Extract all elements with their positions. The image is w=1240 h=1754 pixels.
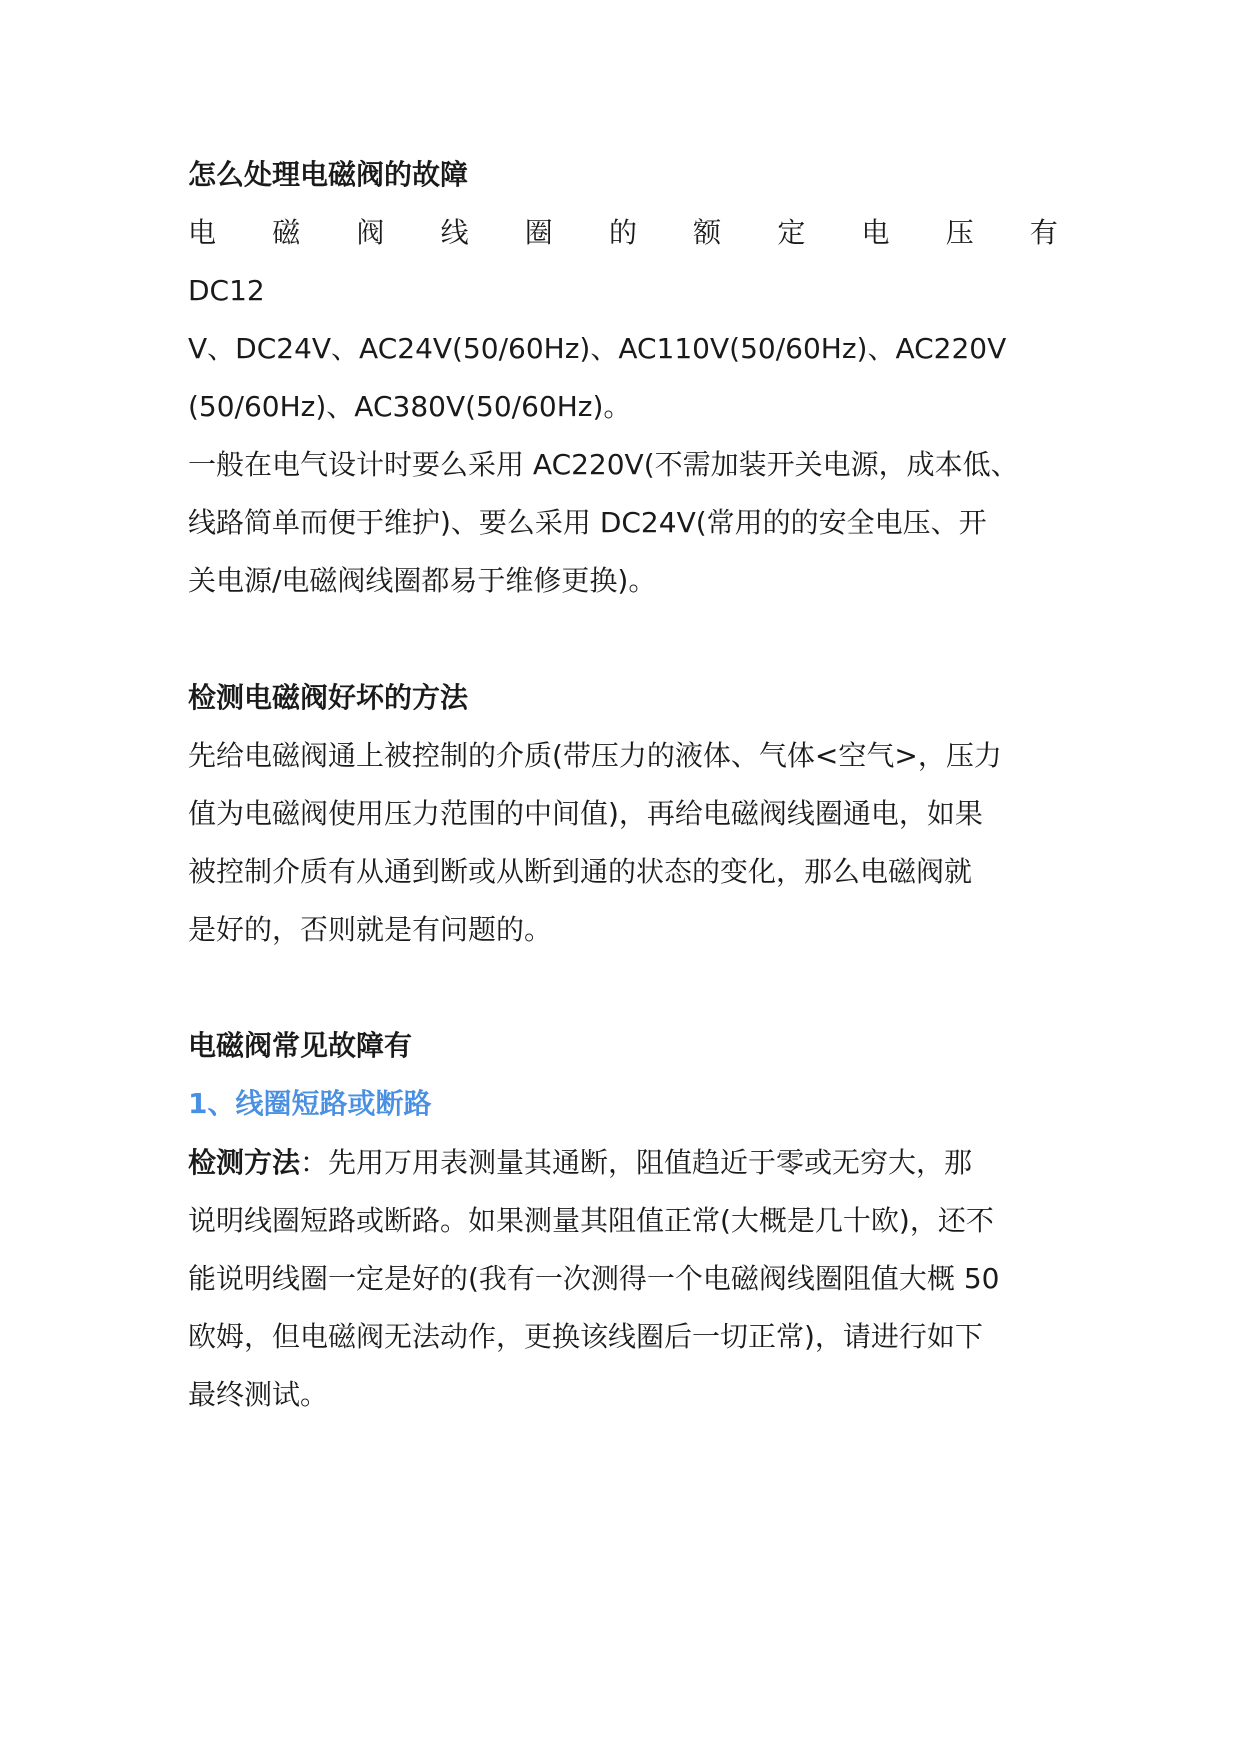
spread-char: 电 <box>188 216 217 249</box>
spread-char: 电 <box>861 216 890 249</box>
paragraph-line: V、DC24V、AC24V(50/60Hz)、AC110V(50/60Hz)、AC220V <box>188 332 1007 365</box>
section-title: 电磁阀常见故障有 <box>188 1029 413 1062</box>
section-title: 检测电磁阀好坏的方法 <box>188 681 469 714</box>
spread-char: 线 <box>440 216 469 249</box>
paragraph-line: 是好的，否则就是有问题的。 <box>188 913 553 946</box>
spread-char: 定 <box>777 216 806 249</box>
spread-char: 额 <box>693 216 722 249</box>
paragraph-line: 一般在电气设计时要么采用 AC220V(不需加装开关电源，成本低、 <box>188 448 1019 481</box>
spread-char: 的 <box>608 216 637 249</box>
spread-char: 圈 <box>524 216 553 249</box>
spread-char: 压 <box>945 216 974 249</box>
section-title: 怎么处理电磁阀的故障 <box>188 158 469 191</box>
paragraph-line: (50/60Hz)、AC380V(50/60Hz)。 <box>188 390 632 423</box>
method-text: ：先用万用表测量其通断，阻值趋近于零或无穷大，那 <box>300 1146 973 1179</box>
paragraph-line: 最终测试。 <box>188 1378 329 1411</box>
method-label: 检测方法 <box>188 1146 301 1179</box>
paragraph-line: 线路简单而便于维护)、要么采用 DC24V(常用的的安全电压、开 <box>188 506 987 539</box>
paragraph-line: DC12 <box>188 274 265 307</box>
spread-char: 磁 <box>272 216 301 249</box>
spread-char: 有 <box>1029 216 1058 249</box>
paragraph-line: 被控制介质有从通到断或从断到通的状态的变化，那么电磁阀就 <box>188 855 973 888</box>
paragraph-line: 能说明线圈一定是好的(我有一次测得一个电磁阀线圈阻值大概 50 <box>188 1262 1000 1295</box>
paragraph-line: 说明线圈短路或断路。如果测量其阻值正常(大概是几十欧)，还不 <box>188 1204 994 1237</box>
paragraph-line: 值为电磁阀使用压力范围的中间值)，再给电磁阀线圈通电，如果 <box>188 797 983 830</box>
paragraph-line <box>188 1143 1058 1183</box>
paragraph-line: 欧姆，但电磁阀无法动作，更换该线圈后一切正常)，请进行如下 <box>188 1320 983 1353</box>
section-subtitle: 1、线圈短路或断路 <box>188 1087 432 1120</box>
paragraph-line: 先给电磁阀通上被控制的介质(带压力的液体、气体<空气>，压力 <box>188 739 1002 772</box>
spread-char: 阀 <box>356 216 385 249</box>
paragraph-line: 关电源/电磁阀线圈都易于维修更换)。 <box>188 564 657 597</box>
spread-text-line <box>188 213 1058 253</box>
